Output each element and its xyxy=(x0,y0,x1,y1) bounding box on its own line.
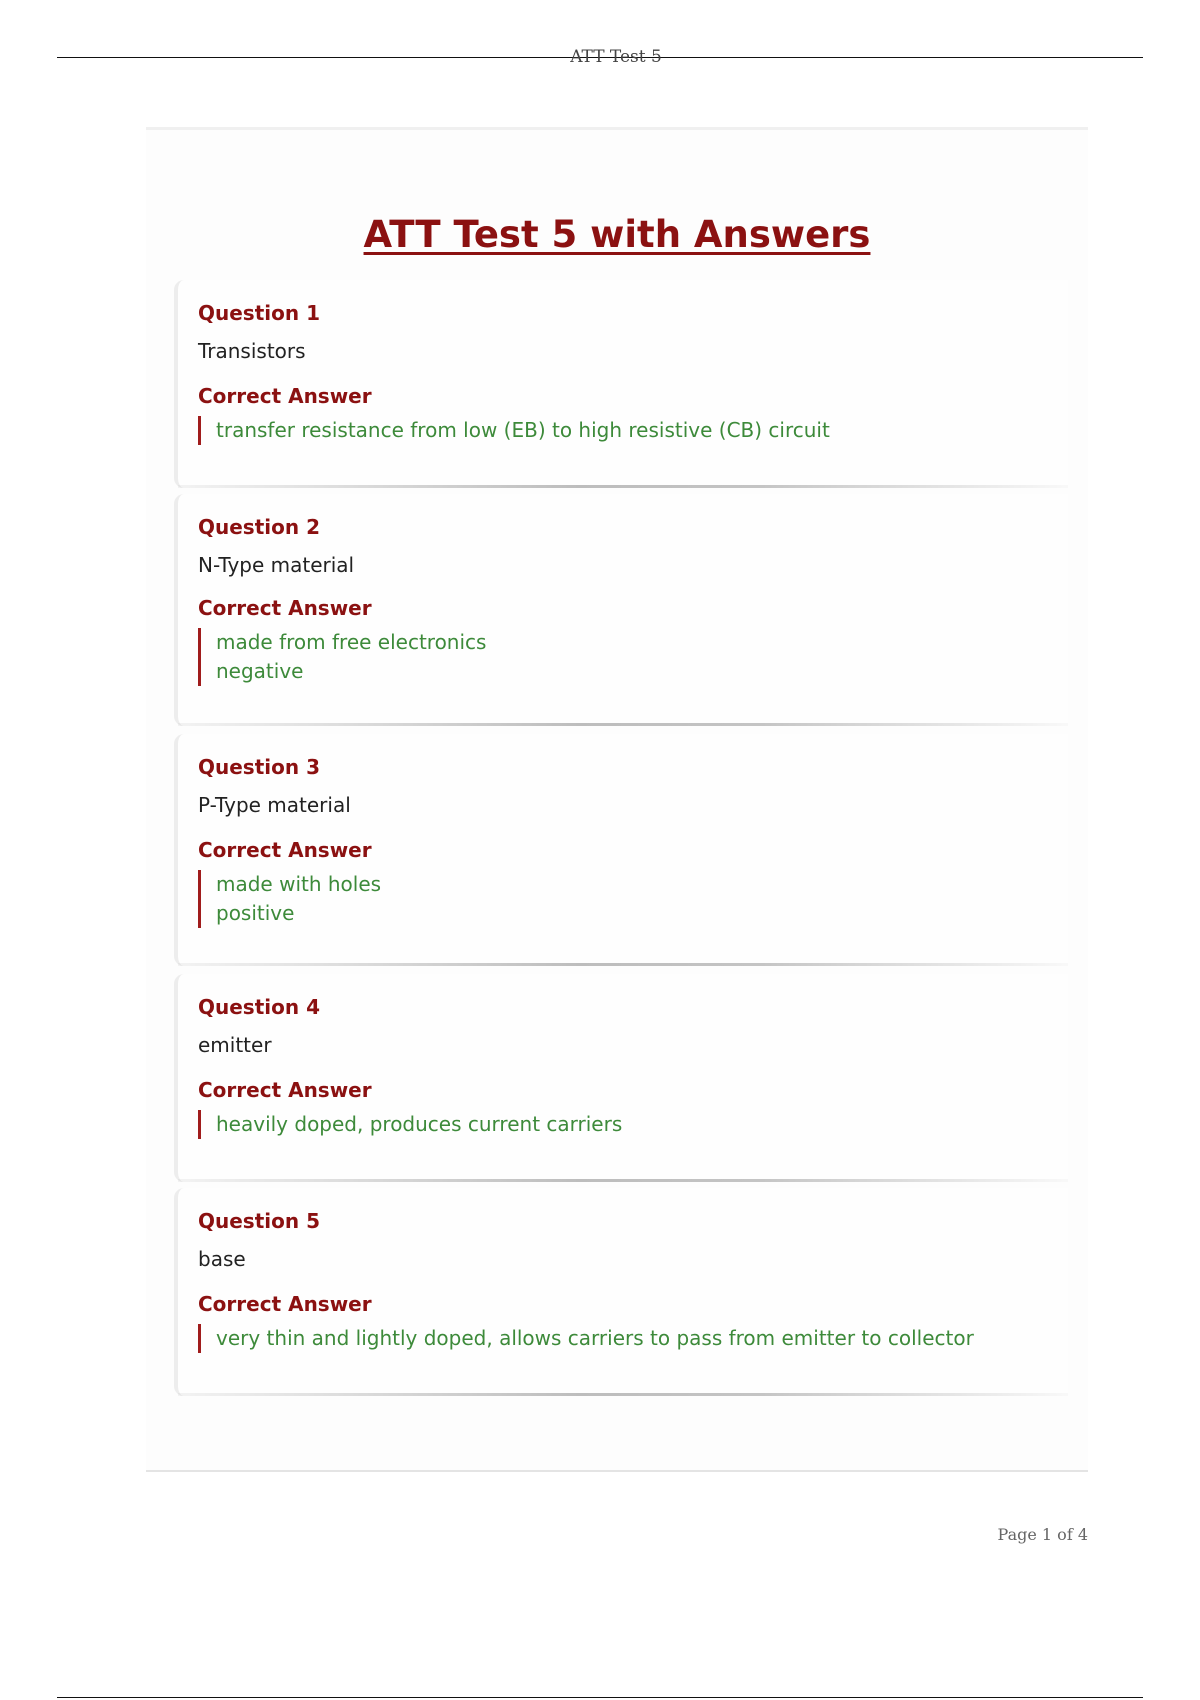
answer-text: negative xyxy=(216,659,304,683)
correct-answer-label: Correct Answer xyxy=(198,596,372,620)
question-label: Question 1 xyxy=(198,301,320,325)
answer-block xyxy=(198,628,486,686)
question-text: emitter xyxy=(198,1033,272,1057)
page-number: Page 1 of 4 xyxy=(997,1525,1088,1544)
question-text: N-Type material xyxy=(198,553,355,577)
answer-block xyxy=(198,870,381,928)
answer-text: positive xyxy=(216,901,295,925)
answer-block xyxy=(198,1324,974,1353)
document-body xyxy=(146,127,1088,1472)
correct-answer-label: Correct Answer xyxy=(198,1292,372,1316)
question-card xyxy=(174,1188,1068,1396)
correct-answer-label: Correct Answer xyxy=(198,838,372,862)
answer-text: heavily doped, produces current carriers xyxy=(216,1112,623,1136)
question-card xyxy=(174,494,1068,726)
question-text: Transistors xyxy=(198,339,306,363)
answer-block xyxy=(198,416,830,445)
question-label: Question 2 xyxy=(198,515,320,539)
answer-text: made with holes xyxy=(216,872,382,896)
footer-rule xyxy=(57,1697,1143,1698)
answer-text: transfer resistance from low (EB) to high resistive (CB) circuit xyxy=(216,418,830,442)
question-card xyxy=(174,734,1068,966)
question-text: base xyxy=(198,1247,246,1271)
document-title: ATT Test 5 with Answers xyxy=(363,213,871,256)
answer-text: made from free electronics xyxy=(216,630,487,654)
running-header: ATT Test 5 xyxy=(570,47,662,67)
answer-block xyxy=(198,1110,622,1139)
question-card xyxy=(174,974,1068,1182)
question-label: Question 3 xyxy=(198,755,320,779)
question-card xyxy=(174,280,1068,488)
correct-answer-label: Correct Answer xyxy=(198,1078,372,1102)
question-label: Question 4 xyxy=(198,995,320,1019)
question-label: Question 5 xyxy=(198,1209,320,1233)
answer-text: very thin and lightly doped, allows carriers to pass from emitter to collector xyxy=(216,1326,974,1350)
correct-answer-label: Correct Answer xyxy=(198,384,372,408)
question-text: P-Type material xyxy=(198,793,351,817)
